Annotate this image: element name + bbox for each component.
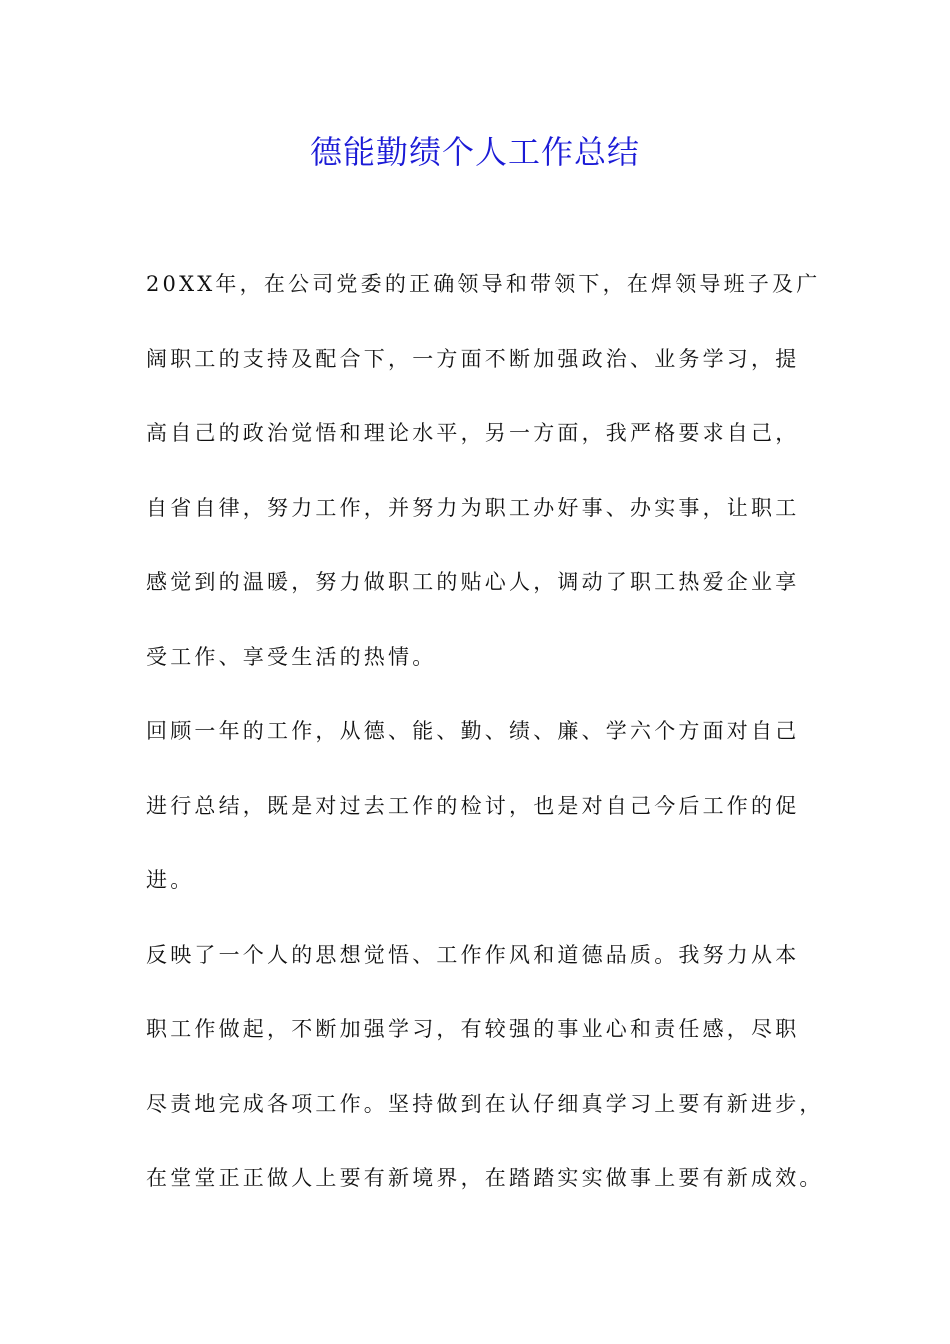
document-title: 德能勤绩个人工作总结 bbox=[309, 133, 640, 171]
body-line: 进行总结，既是对过去工作的检讨，也是对自己今后工作的促 bbox=[146, 793, 800, 818]
body-line: 反映了一个人的思想觉悟、工作作风和道德品质。我努力从本 bbox=[146, 942, 800, 967]
body-line: 进。 bbox=[146, 868, 195, 892]
body-line: 在堂堂正正做人上要有新境界，在踏踏实实做事上要有新成效。 bbox=[146, 1166, 824, 1190]
body-line: 20XX年，在公司党委的正确领导和带领下，在焊领导班子及广 bbox=[146, 272, 821, 296]
body-line: 阔职工的支持及配合下，一方面不断加强政治、业务学习，提 bbox=[146, 346, 800, 371]
document-body bbox=[146, 264, 826, 1233]
body-line: 感觉到的温暖，努力做职工的贴心人，调动了职工热爱企业享 bbox=[146, 570, 800, 594]
body-line: 尽责地完成各项工作。坚持做到在认仔细真学习上要有新进步， bbox=[146, 1091, 824, 1116]
body-line: 受工作、享受生活的热情。 bbox=[146, 644, 437, 669]
body-line: 回顾一年的工作，从德、能、勤、绩、廉、学六个方面对自己 bbox=[146, 719, 800, 743]
body-line: 高自己的政治觉悟和理论水平，另一方面，我严格要求自己， bbox=[146, 421, 800, 445]
body-line: 职工作做起，不断加强学习，有较强的事业心和责任感，尽职 bbox=[146, 1017, 800, 1041]
body-line: 自省自律，努力工作，并努力为职工办好事、办实事，让职工 bbox=[146, 495, 800, 520]
